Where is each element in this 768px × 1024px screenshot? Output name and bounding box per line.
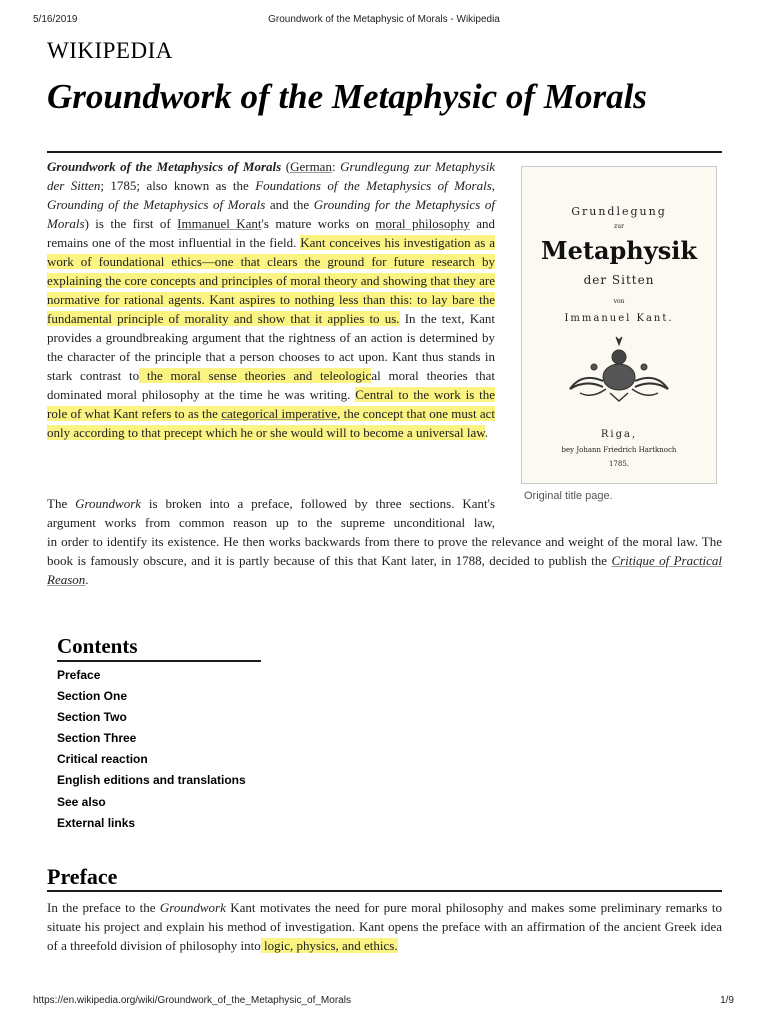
alt-title: Grounding of the Metaphysics of Morals — [47, 197, 266, 212]
para2-line1 — [47, 494, 495, 513]
lead-text: , — [491, 178, 496, 193]
toc-item-section-one[interactable]: Section One — [57, 689, 128, 704]
toc-item-see-also[interactable]: See also — [57, 794, 106, 809]
lead-text: ) is the first of — [84, 216, 178, 231]
alt-title: Grounding for the Metaphysics of Morals — [47, 197, 495, 231]
lead-text: and the — [265, 197, 314, 212]
german-title: Grundlegung zur Metaphysik der Sitten — [47, 159, 495, 193]
lead-paragraph — [47, 157, 495, 442]
table-of-contents — [57, 667, 246, 836]
preface-paragraph — [47, 898, 722, 955]
image-line-zur: zur — [614, 223, 624, 230]
work-title: Groundwork of the Metaphysics of Morals — [47, 159, 282, 174]
lead-text: , the concept that one must act only according to that precept which he or she would will to become a universal law — [47, 406, 495, 440]
image-line-author: Immanuel Kant. — [564, 313, 674, 324]
image-line-riga: Riga, — [600, 429, 638, 440]
groundwork-italic: Groundwork — [159, 900, 226, 915]
image-line-von: von — [613, 298, 625, 305]
lead-text: . — [484, 425, 489, 440]
lead-text: ; 1785; also known as the — [100, 178, 256, 193]
toc-item-preface[interactable]: Preface — [57, 668, 101, 682]
toc-title: Contents — [57, 634, 138, 658]
para2-text: The — [47, 496, 76, 511]
preface-text: . — [394, 938, 398, 953]
lead-text: and remains one of the most influential in the field. — [47, 216, 495, 250]
lead-text: 's mature works on — [261, 216, 376, 231]
image-line-sitten: der Sitten — [583, 273, 655, 287]
groundwork-italic: Groundwork — [75, 496, 142, 511]
print-url: https://en.wikipedia.org/wiki/Groundwork_of_the_Metaphysic_of_Morals — [33, 995, 351, 1006]
para2-text: . — [85, 572, 89, 587]
image-line-publisher: bey Johann Friedrich Hartknoch — [561, 446, 677, 454]
german-link[interactable]: German — [290, 159, 332, 174]
print-page-number: 1/9 — [720, 995, 734, 1006]
print-date: 5/16/2019 — [33, 14, 78, 25]
structure-paragraph — [47, 494, 722, 589]
lead-text: Central to the work is the role of what Kant refers to as the — [47, 387, 496, 421]
wikipedia-wordmark[interactable]: WIKIPEDIA — [47, 38, 173, 63]
para2-rest — [47, 532, 722, 589]
moral-philosophy-link[interactable]: moral philosophy — [375, 216, 470, 231]
image-line-grundlegung: Grundlegung — [571, 205, 667, 218]
lead-text: : — [331, 159, 341, 174]
title-page-illustration — [522, 167, 716, 483]
para2-text: in order to identify its existence. He then works backwards from there to prove the relevance and weight of the moral law. The book is famously obscure, and it is partly because of this that Kant later, in 1788, decided to publish the — [47, 534, 722, 568]
lead-text: ( — [281, 159, 291, 174]
preface-text: In the preface to the — [47, 900, 160, 915]
highlight-moral-sense: the moral sense theories and teleologic — [139, 368, 372, 383]
preface-text: Kant motivates the need for pure moral philosophy and makes some preliminary remarks to situate his project and explain his method of investigation. Kant opens the preface with an affirmation of the ancient Greek idea of a threefold division of philosophy into — [47, 900, 722, 953]
image-caption: Original title page. — [524, 490, 613, 502]
title-divider — [47, 151, 722, 153]
highlight-logic-physics-ethics: logic, physics, and ethics — [260, 938, 395, 953]
para2-line2: argument works from common reason up to the supreme unconditional law, — [47, 515, 495, 530]
toc-item-external-links[interactable]: External links — [57, 815, 136, 830]
alt-title: Foundations of the Metaphysics of Morals — [255, 178, 492, 193]
preface-divider — [47, 890, 722, 892]
image-line-year: 1785. — [608, 460, 630, 468]
toc-item-section-three[interactable]: Section Three — [57, 731, 137, 746]
highlight-foundational-ethics: Kant conceives his investigation as a work of foundational ethics—one that clears the ground for future research by explaining the core concepts and principles of moral theory and showing that they are normative for rational agents. Kant aspires to nothing less than this: to lay bare the fundamental principle of morality and show that it applies to us. — [47, 235, 495, 326]
toc-item-english-editions[interactable]: English editions and translations — [57, 773, 246, 788]
lead-text: al moral theories that dominated moral philosophy at the time he was writing. — [47, 368, 495, 402]
para2-text: is broken into a preface, followed by three sections. Kant's — [141, 496, 496, 511]
print-page-title: Groundwork of the Metaphysic of Morals - Wikipedia — [268, 14, 500, 25]
image-line-metaphysik: Metaphysik — [541, 236, 697, 265]
title-page-image[interactable] — [521, 166, 717, 484]
toc-item-section-two[interactable]: Section Two — [57, 710, 127, 725]
toc-divider — [57, 660, 261, 662]
immanuel-kant-link[interactable]: Immanuel Kant — [177, 216, 262, 231]
page-title: Groundwork of the Metaphysic of Morals — [47, 77, 647, 116]
section-heading-preface: Preface — [47, 864, 118, 889]
lead-text: In the text, Kant provides a groundbreaking argument that the rightness of an action is determined by the character of the principle that a person chooses to act upon. Kant thus stands in stark contrast to — [47, 311, 495, 383]
toc-item-critical-reaction[interactable]: Critical reaction — [57, 752, 148, 767]
categorical-imperative-link[interactable]: categorical imperative — [221, 406, 338, 421]
critique-title: Critique of Practical Reason — [47, 553, 722, 587]
